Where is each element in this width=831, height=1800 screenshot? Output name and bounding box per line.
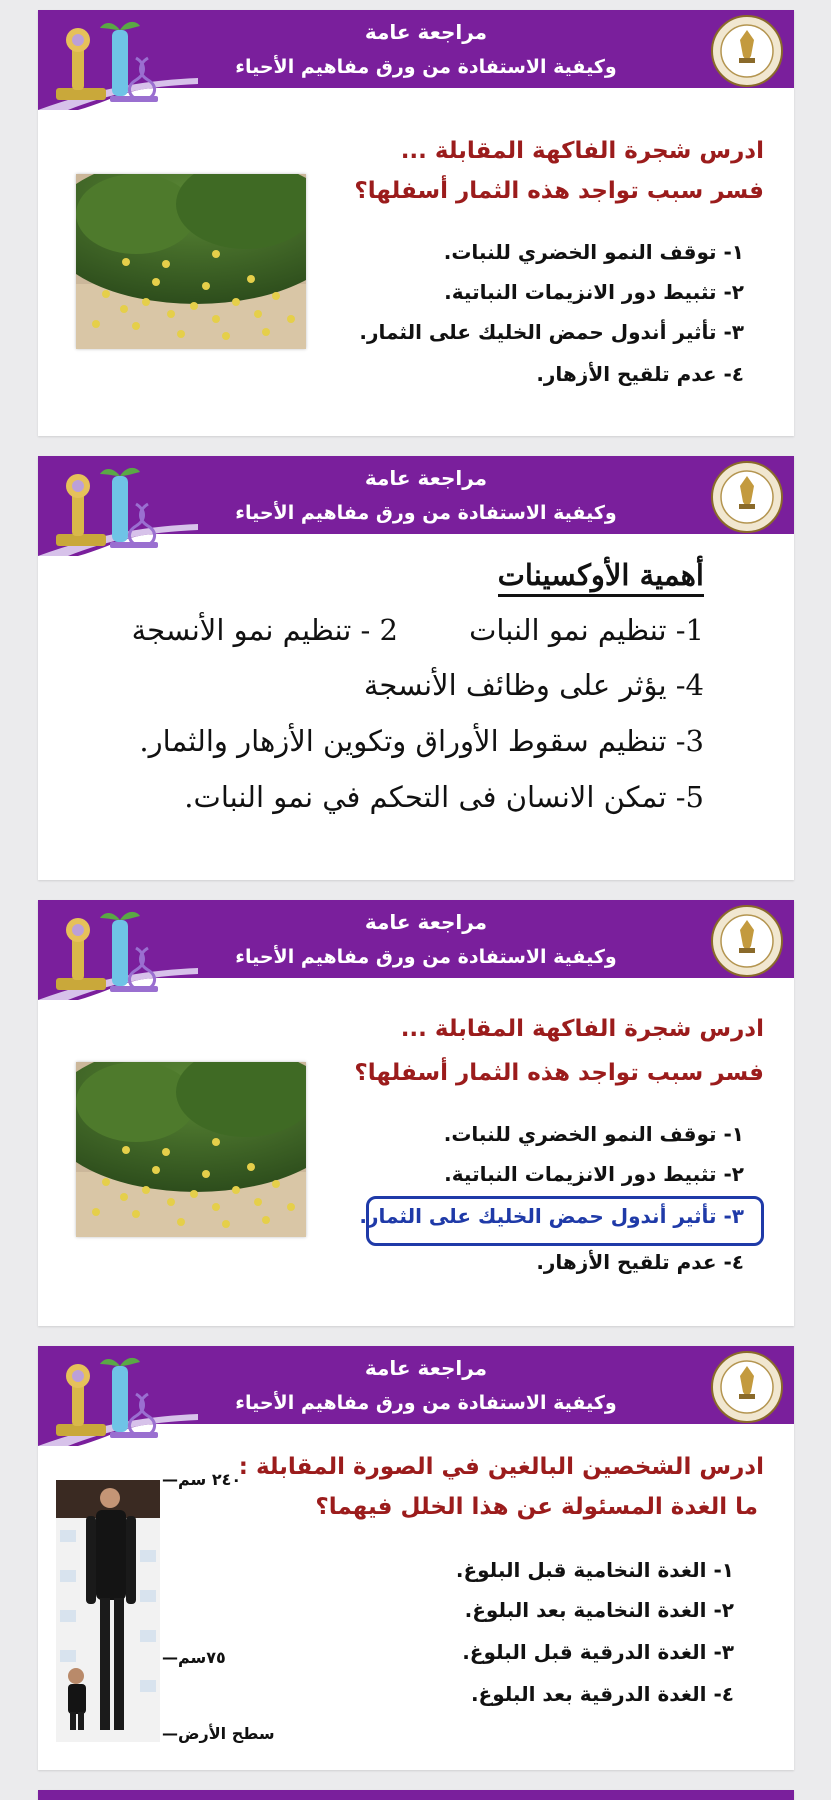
option-3: ٣- الغدة الدرقية قبل البلوغ.: [462, 1640, 734, 1664]
measure-75cm: ٧٥سم—: [162, 1648, 226, 1667]
auxin-item-4: 4- يؤثر على وظائف الأنسجة: [363, 668, 704, 702]
science-logo-icon: [50, 1354, 162, 1442]
people-photo: [56, 1480, 160, 1742]
question-line-1: ادرس شجرة الفاكهة المقابلة ...: [400, 138, 764, 164]
option-2: ٢- تثبيط دور الانزيمات النباتية.: [444, 1162, 744, 1186]
option-4: ٤- عدم تلقيح الأزهار.: [536, 1250, 744, 1274]
question-line-1: ادرس الشخصين البالغين في الصورة المقابلة :: [238, 1454, 764, 1480]
question-line-2: فسر سبب تواجد هذه الثمار أسفلها؟: [354, 178, 764, 204]
auxin-heading: أهمية الأوكسينات: [498, 558, 704, 597]
measure-ground: سطح الأرض—: [162, 1724, 275, 1743]
next-banner-strip: [38, 1790, 794, 1800]
ministry-emblem-icon: [710, 14, 784, 88]
fruit-tree-photo: [76, 174, 306, 349]
slide-fruit-question: [38, 10, 794, 436]
banner-title: مراجعة عامة: [364, 1356, 488, 1380]
banner-subtitle: وكيفية الاستفادة من ورق مفاهيم الأحياء: [235, 56, 617, 78]
question-line-1: ادرس شجرة الفاكهة المقابلة ...: [400, 1016, 764, 1042]
tall-short-men-photo: [56, 1480, 160, 1742]
slide-banner: [38, 900, 794, 1000]
fruit-photo: [76, 1062, 306, 1237]
measure-tall-label: ٢٤٠ سم: [178, 1470, 242, 1489]
slide-next-partial: [38, 1790, 794, 1800]
option-4: ٤- عدم تلقيح الأزهار.: [536, 362, 744, 386]
banner-subtitle: وكيفية الاستفادة من ورق مفاهيم الأحياء: [235, 1392, 617, 1414]
option-1: ١- توقف النمو الخضري للنبات.: [443, 240, 744, 264]
science-logo-icon: [50, 464, 162, 552]
measure-240cm: ٢٤٠ سم—: [162, 1470, 242, 1489]
slide-banner: [38, 1346, 794, 1446]
auxin-item-5: 5- تمكن الانسان فى التحكم في نمو النبات.: [184, 780, 704, 814]
option-1: ١- توقف النمو الخضري للنبات.: [443, 1122, 744, 1146]
option-1: ١- الغدة النخامية قبل البلوغ.: [455, 1558, 734, 1582]
banner-title: مراجعة عامة: [364, 20, 488, 44]
fruit-photo: [76, 174, 306, 349]
banner-title: مراجعة عامة: [364, 466, 488, 490]
auxin-item-3: 3- تنظيم سقوط الأوراق وتكوين الأزهار والثمار.: [139, 724, 704, 758]
auxin-item-2: 2 - تنظيم نمو الأنسجة: [131, 613, 398, 647]
question-line-2: فسر سبب تواجد هذه الثمار أسفلها؟: [354, 1060, 764, 1086]
option-2: ٢- تثبيط دور الانزيمات النباتية.: [444, 280, 744, 304]
measure-ground-label: سطح الأرض: [178, 1724, 275, 1743]
ministry-emblem-icon: [710, 904, 784, 978]
option-2: ٢- الغدة النخامية بعد البلوغ.: [464, 1598, 734, 1622]
measure-short-label: ٧٥سم: [178, 1648, 226, 1667]
slide-auxin-importance: [38, 456, 794, 880]
ministry-emblem-icon: [710, 1350, 784, 1424]
fruit-tree-photo: [76, 1062, 306, 1237]
auxin-item-1: 1- تنظيم نمو النبات: [469, 613, 704, 647]
banner-title: مراجعة عامة: [364, 910, 488, 934]
slide-fruit-answer: [38, 900, 794, 1326]
slide-banner: [38, 10, 794, 110]
ministry-emblem-icon: [710, 460, 784, 534]
option-3-correct: ٣- تأثير أندول حمض الخليك على الثمار.: [359, 1204, 744, 1228]
question-line-2: ما الغدة المسئولة عن هذا الخلل فيهما؟: [315, 1494, 758, 1520]
science-logo-icon: [50, 908, 162, 996]
banner-subtitle: وكيفية الاستفادة من ورق مفاهيم الأحياء: [235, 946, 617, 968]
science-logo-icon: [50, 18, 162, 106]
option-3: ٣- تأثير أندول حمض الخليك على الثمار.: [359, 320, 744, 344]
option-4: ٤- الغدة الدرقية بعد البلوغ.: [470, 1682, 734, 1706]
banner-subtitle: وكيفية الاستفادة من ورق مفاهيم الأحياء: [235, 502, 617, 524]
slide-gland-question: [38, 1346, 794, 1770]
slide-banner: [38, 456, 794, 556]
